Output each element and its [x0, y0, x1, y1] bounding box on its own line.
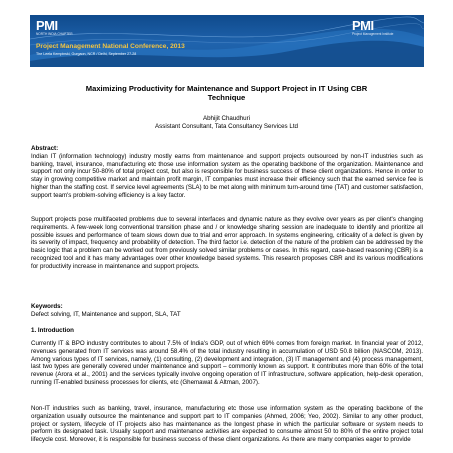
- pmi-institute-name: Project Management Institute: [352, 32, 394, 36]
- pmi-chapter-name: NORTH INDIA CHAPTER: [36, 32, 73, 36]
- abstract-paragraph-1: Indian IT (information technology) industry mostly earns from maintenance and support projects outsourced by non-IT industries such as banking, travel, insurance, manufacturing etc those use information system as the operating backbone of the organization. Maintenance and support not only incur 50-80% of total project cost, but also is responsible for business success of these client organizations. Hence in order to stay in growing competitive market and maintain profit margin, IT companies must increase their efficiency such that the earned service fee is higher than the staffing cost. If service level agreements (SLA) to be met along with minimum turn-around time (TAT) and customer satisfaction, support team's problem-solving efficiency is a key factor.: [31, 152, 423, 199]
- abstract-paragraph-2: Support projects pose multifaceted problems due to several interfaces and dynamic nature as they evolve over years as per client's changing requirements. A few-week long conventional transition phase and / or knowledge sharing session are inadequate to identify and prioritize all possible issues and performance of team slows down due to trial and error approach. In systems engineering, criticality of a defect is given by its severity of impact, frequency and probability of detection. The third factor i.e. detection of the nature of the problem can be addressed by the basic logic that a problem can be worked out from previously solved similar problems or cases. In this regard, case-based reasoning (CBR) is a recognized tool and it has many advantages over other knowledge based systems. This research proposes CBR and its various modifications for productivity increase in maintenance and support projects.: [31, 216, 423, 270]
- conference-venue: The Leela Kempinski, Gurgaon, NCR / Delhi, September 27-28: [36, 52, 137, 56]
- paper-title-line-2: Technique: [207, 93, 246, 102]
- pmi-institute-logo: PMI: [352, 18, 374, 33]
- abstract-continued: [31, 216, 423, 270]
- keywords-section: [31, 303, 423, 319]
- introduction-paragraph-2: Non-IT industries such as banking, travel, insurance, manufacturing etc those use information system as the operating backbone of the organization usually outsource the maintenance and support part to IT companies (Ahmed, 2006; Yeo, 2002). Similar to any other product, project or system, lifecycle of IT projects also has maintenance as the longest phase in which the particular software or system needs to perform its designated task. Usually support and maintenance activities are expected to consume almost 50 to 80% of the entire project total lifecycle cost. Moreover, it is responsible for business success of these client organizations. As there are many companies eager to provide: [31, 405, 423, 443]
- introduction-paragraph-2-block: [31, 405, 423, 444]
- introduction-paragraph-1: Currently IT & BPO industry contributes to about 7.5% of India's GDP, out of which 69% comes from foreign market. In financial year of 2012, revenues generated from IT services was around 58.4% of the total industry resulting in accumulation of USD 50.8 billion (NASCOM, 2013). Among various types of IT services, namely, (1) consulting, (2) development and integration, (3) IT management and (4) process management, last two types are generally covered under maintenance and support – commonly known as support. It contributes more than 60% of the total revenue (Arora et al., 2001) and the services typically involve ongoing operation of IT infrastructure, software application, help-desk operation, running IT-enabled business processes for clients, etc (Ghemawat & Altman, 2007).: [31, 340, 423, 386]
- paper-title: [0, 84, 453, 102]
- conference-banner: [30, 15, 424, 67]
- keywords-heading: Keywords:: [31, 303, 63, 310]
- author-name: Abhijit Chaudhuri: [202, 115, 251, 122]
- author-affiliation: Assistant Consultant, Tata Consultancy Services Ltd: [155, 123, 298, 130]
- introduction-heading-block: [31, 327, 423, 335]
- keywords-list: Defect solving, IT, Maintenance and support, SLA, TAT: [31, 310, 181, 318]
- introduction-paragraph-1-block: [31, 340, 423, 387]
- pmi-chapter-logo: PMI: [36, 18, 58, 33]
- conference-title: Project Management National Conference, 2013: [36, 43, 185, 50]
- author-block: [0, 115, 453, 131]
- abstract-section: [31, 145, 423, 199]
- introduction-heading: 1. Introduction: [31, 327, 74, 334]
- abstract-heading: Abstract:: [31, 145, 59, 152]
- paper-title-line-1: Maximizing Productivity for Maintenance and Support Project in IT Using CBR: [85, 84, 368, 93]
